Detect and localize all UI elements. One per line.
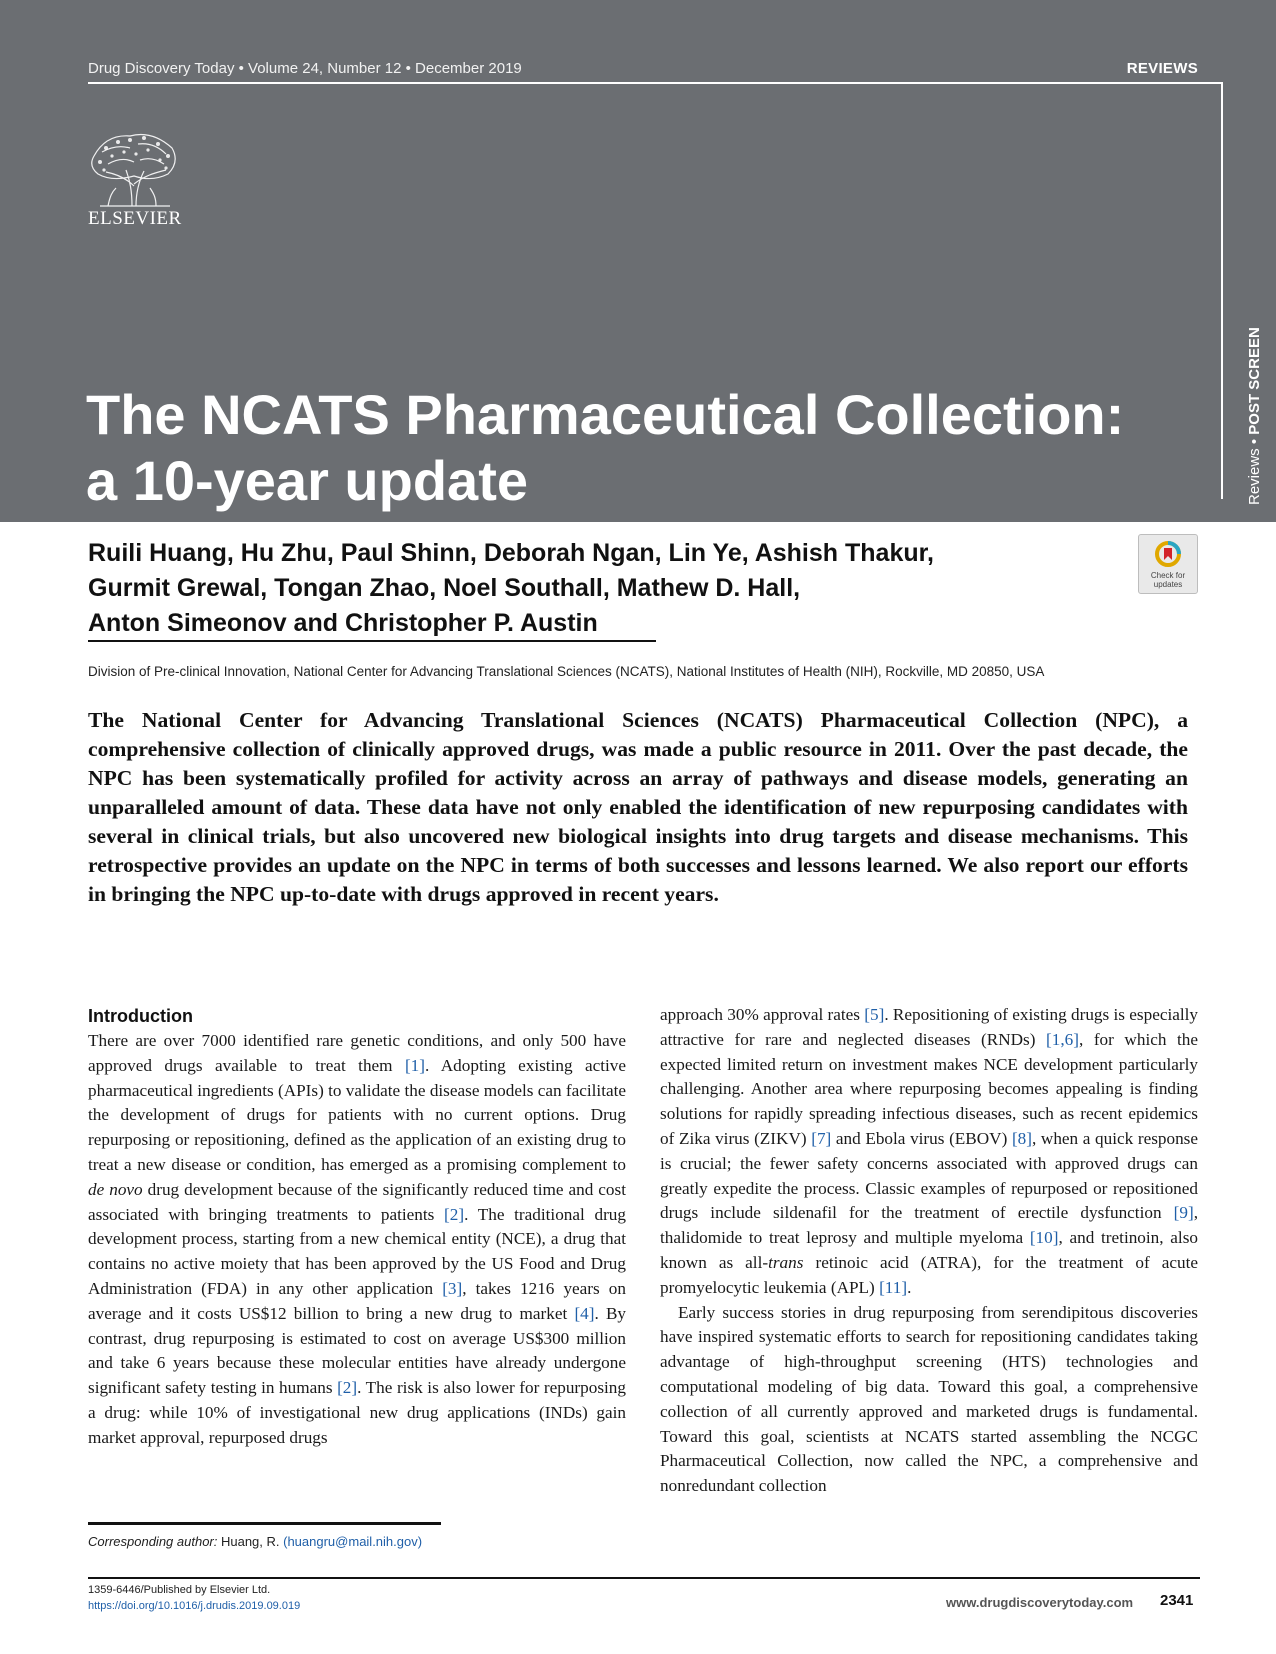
citation-link[interactable]: [3] [442,1278,463,1298]
author-list [88,536,1108,641]
badge-line-2: updates [1153,580,1183,589]
badge-line-1: Check for [1150,571,1186,580]
abstract: The National Center for Advancing Translational Sciences (NCATS) Pharmaceutical Collection (NPC), a comprehensive collection of clinically approved drugs, was made a public resource in 2011. Over the past decade, the NPC has been systematically profiled for activity across an array of pathways and disease models, generating an unparalleled amount of data. These data have not only enabled the identification of new repurposing candidates with several in clinical trials, but also uncovered new biological insights into drug targets and disease mechanisms. This retrospective provides an update on the NPC in terms of both successes and lessons learned. We also report our efforts in bringing the NPC up-to-date with drugs approved in recent years. [88,708,1188,906]
journal-website-link[interactable]: www.drugdiscoverytoday.com [946,1595,1134,1610]
citation-link[interactable]: [5] [864,1005,885,1024]
page-number: 2341 [1160,1592,1194,1609]
footer-rule [88,1577,1200,1579]
right-column [660,1003,1198,1499]
citation-link[interactable]: [1] [404,1055,425,1075]
citation-link[interactable]: [1,6] [1046,1029,1079,1049]
citation-link[interactable]: [10] [1029,1228,1059,1248]
article-title [86,382,1186,514]
citation-link[interactable]: [7] [811,1128,832,1148]
footnote-rule [88,1522,441,1525]
citation-link[interactable]: [2] [337,1378,358,1398]
side-tab-prefix: Reviews • [1246,434,1263,505]
left-column [88,1003,626,1451]
section-heading-introduction: Introduction [88,1006,193,1026]
author-email-link[interactable]: (huangru@mail.nih.gov) [283,1534,423,1549]
check-for-updates-icon [1154,540,1182,568]
intro-paragraph: There are over 7000 identified rare genetic conditions, and only 500 have approved drugs available to treat them [1]. Adopting existing active pharmaceutical ingredients (APIs) to validate the disease models can facilitate the development of drugs for patients with no current options. Drug repurposing or repositioning, defined as the application of an existing drug to treat a new disease or condition, has emerged as a promising complement to de novo drug development because of the significantly reduced time and cost associated with bringing treatments to patients [2]. The traditional drug development process, starting from a new chemical entity (NCE), a drug that contains no active moiety that has been approved by the US Food and Drug Administration (FDA) in any other application [3], takes 1216 years on average and it costs US$12 billion to bring a new drug to market [4]. By contrast, drug repurposing is estimated to cost on average US$300 million and take 6 years because these molecular entities have already undergone significant safety testing in humans [2]. The risk is also lower for repurposing a drug: while 10% of investigational new drug applications (INDs) gain market approval, repurposed drugs [88,1031,627,1447]
issn-line: 1359-6446/Published by Elsevier Ltd. [88,1584,271,1596]
author-rule [88,640,656,642]
side-rule [1221,82,1223,499]
authors-line-3: Anton Simeonov and Christopher P. Austin [88,609,598,637]
authors-line-1: Ruili Huang, Hu Zhu, Paul Shinn, Deborah Ngan, Lin Ye, Ashish Thakur, [88,539,934,567]
title-line-1: The NCATS Pharmaceutical Collection: [86,383,1125,446]
header-rule [88,82,1223,84]
body-paragraph: approach 30% approval rates [5]. Repositioning of existing drugs is especially attractive for rare and neglected diseases (RNDs) [1,6], for which the expected limited return on investment makes NCE development particularly challenging. Another area where repurposing becomes appealing is finding solutions for rapidly spreading infectious diseases, such as recent epidemics of Zika virus (ZIKV) [7] and Ebola virus (EBOV) [8], when a quick response is crucial; the fewer safety concerns associated with approved drugs can greatly expedite the process. Classic examples of repurposed or repositioned drugs include sildenafil for the treatment of erectile dysfunction [9], thalidomide to treat leprosy and multiple myeloma [10], and tretinoin, also known as all-trans retinoic acid (ATRA), for the treatment of acute promyelocytic leukemia (APL) [11]. [660,1005,1198,1297]
elsevier-wordmark: ELSEVIER [88,208,182,229]
body-paragraph: Early success stories in drug repurposing from serendipitous discoveries have inspired systematic efforts to search for repositioning candidates taking advantage of high-throughput screening (HTS) technologies and computational modeling of big data. Toward this goal, a comprehensive collection of all currently approved and marketed drugs is fundamental. Toward this goal, scientists at NCATS started assembling the NCGC Pharmaceutical Collection, now called the NPC, a comprehensive and nonredundant collection [660,1302,1198,1496]
side-tab-label: POST SCREEN [1246,327,1263,435]
affiliation: Division of Pre-clinical Innovation, National Center for Advancing Translational Sciences (NCATS), National Institutes of Health (NIH), Rockville, MD 20850, USA [88,664,1045,679]
corresponding-author-note [88,1534,422,1549]
citation-link[interactable]: [11] [879,1277,908,1297]
check-for-updates-button[interactable] [1138,534,1198,594]
running-header [88,60,1198,84]
doi-link[interactable]: https://doi.org/10.1016/j.drudis.2019.09.019 [88,1600,301,1612]
citation-link[interactable]: [9] [1173,1203,1194,1223]
title-line-2: a 10-year update [86,449,528,512]
authors-line-2: Gurmit Grewal, Tongan Zhao, Noel Southall, Mathew D. Hall, [88,574,801,602]
footnote-name: Huang, R. [217,1534,284,1549]
journal-citation: Drug Discovery Today • Volume 24, Number 12 • December 2019 [88,60,522,77]
footnote-label: Corresponding author: [88,1534,218,1549]
citation-link[interactable]: [8] [1011,1128,1032,1148]
citation-link[interactable]: [4] [574,1303,595,1323]
citation-link[interactable]: [2] [444,1204,465,1224]
side-tab [1230,327,1263,505]
section-tag: REVIEWS [1126,60,1198,77]
